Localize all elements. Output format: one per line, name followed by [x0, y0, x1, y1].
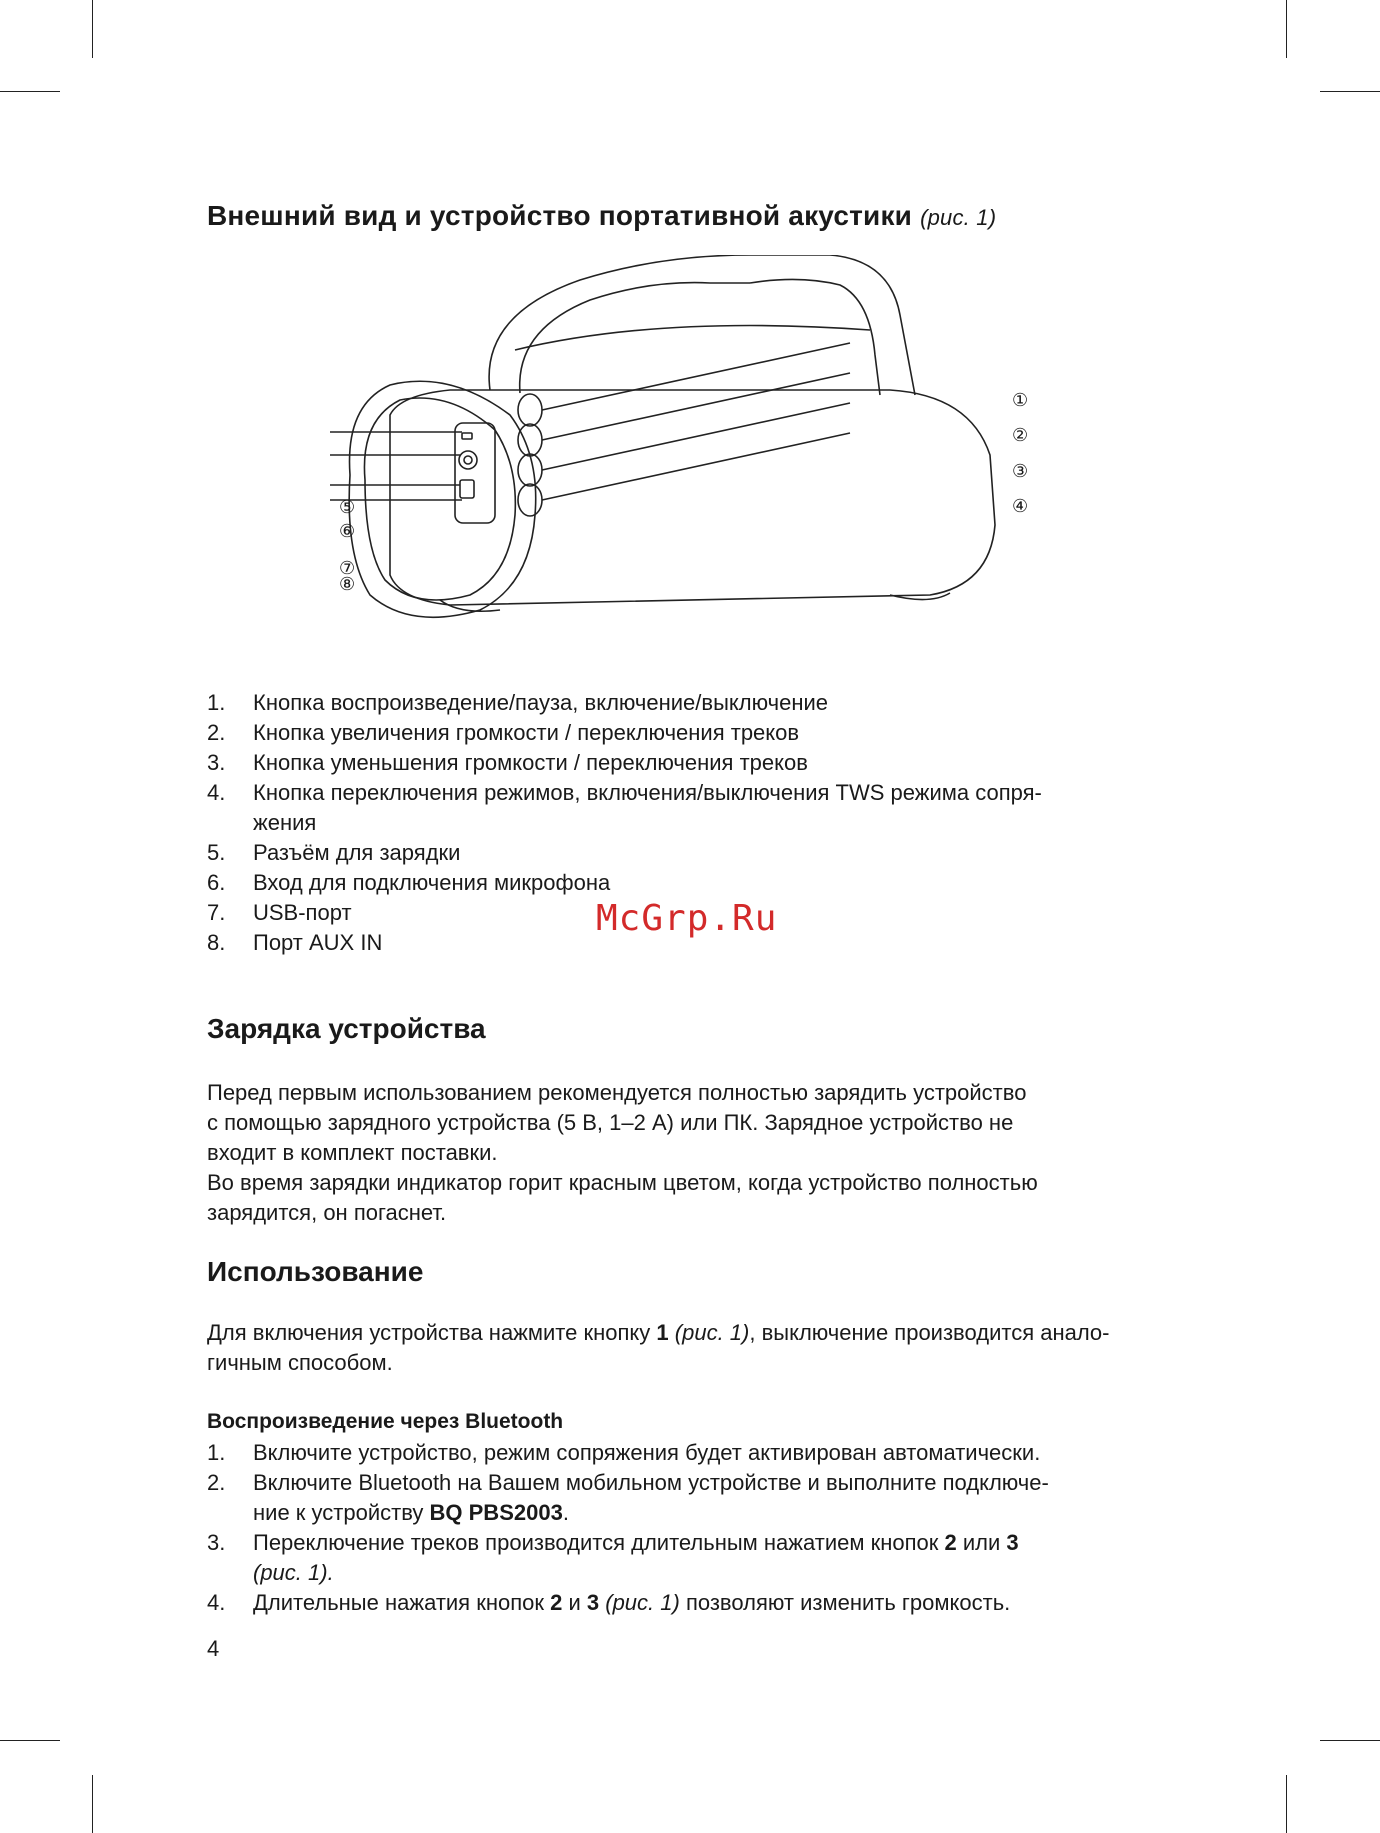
bluetooth-list	[207, 1438, 1049, 1618]
list-item: 3. Кнопка уменьшения громкости / переключения треков	[207, 750, 808, 775]
crop-mark	[0, 1740, 60, 1741]
charging-heading: Зарядка устройства	[207, 1013, 486, 1044]
bluetooth-heading: Воспроизведение через Bluetooth	[207, 1410, 564, 1433]
list-item: 4. Кнопка переключения режимов, включения/выключения TWS режима сопря- жения	[207, 780, 1042, 835]
callout-6: ⑥	[339, 521, 356, 541]
list-item: 5. Разъём для зарядки	[207, 840, 461, 865]
page-title	[207, 200, 996, 232]
crop-mark	[1286, 0, 1287, 58]
crop-mark	[0, 91, 60, 92]
list-item: 4. Длительные нажатия кнопок 2 и 3 (рис. 1) позволяют изменить громкость.	[207, 1590, 1011, 1615]
usage-heading: Использование	[207, 1256, 424, 1287]
crop-mark	[1286, 1775, 1287, 1833]
crop-mark	[1320, 1740, 1380, 1741]
watermark: McGrp.Ru	[596, 898, 778, 939]
list-item: 1. Кнопка воспроизведение/пауза, включение/выключение	[207, 690, 828, 715]
page-number: 4	[207, 1636, 220, 1661]
callout-4: ④	[1012, 496, 1029, 516]
list-item: 8. Порт AUX IN	[207, 930, 383, 955]
list-item: 1. Включите устройство, режим сопряжения будет активирован автоматически.	[207, 1440, 1041, 1465]
usage-text: Для включения устройства нажмите кнопку 1 (рис. 1), выключение производится анало- гичным способом.	[207, 1320, 1110, 1375]
callout-7: ⑦	[339, 558, 356, 578]
crop-mark	[92, 0, 93, 58]
crop-mark	[92, 1775, 93, 1833]
callout-2: ②	[1012, 425, 1029, 445]
list-item: 6. Вход для подключения микрофона	[207, 870, 611, 895]
list-item: 3. Переключение треков производится длительным нажатием кнопок 2 или 3 (рис. 1).	[207, 1530, 1019, 1585]
callout-3: ③	[1012, 461, 1029, 481]
callout-8: ⑧	[339, 574, 356, 594]
charging-text: Перед первым использованием рекомендуется полностью зарядить устройство с помощью зарядного устройства (5 В, 1–2 А) или ПК. Зарядное устройство не входит в комплект поставки. Во время зарядки индикатор горит красным цветом, когда устройство полностью зарядится, он погаснет.	[207, 1080, 1038, 1225]
list-item: 7. USB-порт	[207, 900, 352, 925]
list-item: 2. Кнопка увеличения громкости / переключения треков	[207, 720, 800, 745]
title-figure-ref: (рис. 1)	[920, 205, 997, 230]
callout-1: ①	[1012, 390, 1029, 410]
list-item: 2. Включите Bluetooth на Вашем мобильном устройстве и выполните подключе- ние к устройству BQ PBS2003.	[207, 1470, 1049, 1525]
crop-mark	[1320, 91, 1380, 92]
speaker-figure	[330, 255, 1050, 665]
callout-5: ⑤	[339, 497, 356, 517]
title-main: Внешний вид и устройство портативной акустики	[207, 200, 913, 231]
